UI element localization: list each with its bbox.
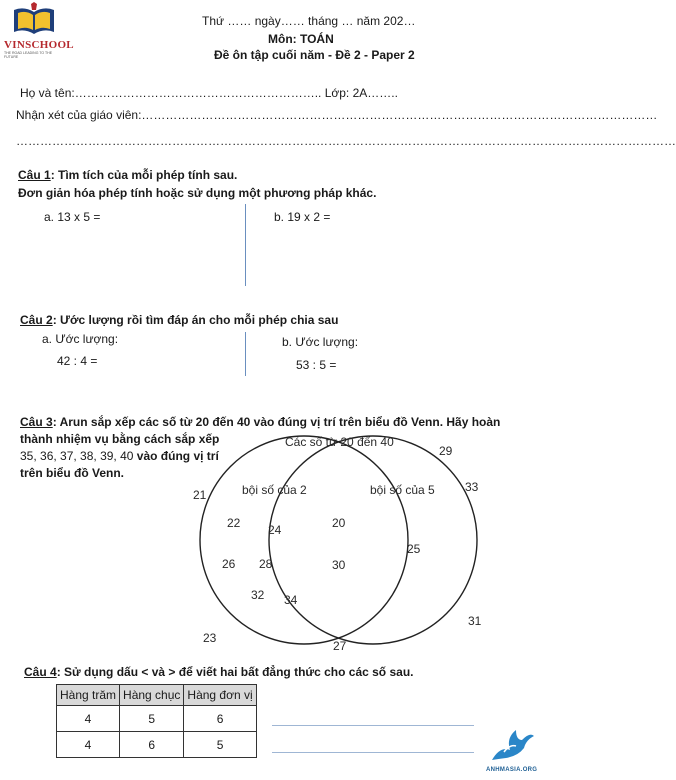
venn-universe-label: Các số từ 20 đến 40 (285, 435, 394, 449)
q3-numbers: 35, 36, 37, 38, 39, 40 (20, 449, 134, 463)
venn-left-number: 22 (227, 516, 241, 530)
table-cell: 5 (184, 732, 256, 758)
venn-left-number: 28 (259, 557, 273, 571)
table-cell: 6 (120, 732, 184, 758)
venn-outside-number: 29 (439, 444, 453, 458)
venn-left-label: bội số của 2 (242, 483, 307, 497)
q1-title: : Tìm tích của mỗi phép tính sau. (50, 168, 238, 182)
q1-subtitle: Đơn giản hóa phép tính hoặc sử dụng một phương pháp khác. (18, 186, 377, 200)
table-header-row (57, 685, 257, 706)
q3-title-line2: thành nhiệm vụ bằng cách sắp xếp (20, 432, 220, 446)
table-cell: 5 (120, 706, 184, 732)
table-header-cell: Hàng trăm (57, 685, 120, 706)
q4-title: : Sử dụng dấu < và > để viết hai bất đẳng thức cho các số sau. (56, 665, 414, 679)
table-cell: 6 (184, 706, 256, 732)
venn-outside-number: 23 (203, 631, 217, 645)
venn-outside-number: 31 (468, 614, 482, 628)
answer-line[interactable] (272, 725, 474, 726)
venn-left-number: 24 (268, 523, 282, 537)
q3-numbers-suffix: vào đúng vị trí (133, 449, 219, 463)
watermark (486, 726, 536, 776)
answer-line[interactable] (272, 752, 474, 753)
venn-circle-multiples-of-2 (200, 436, 408, 644)
venn-right-label: bội số của 5 (370, 483, 435, 497)
q2-part-b-label: b. Ước lượng: (282, 335, 359, 349)
venn-outside-number: 21 (193, 488, 207, 502)
venn-intersection-number: 30 (332, 558, 346, 572)
q2-part-b-expr: 53 : 5 = (296, 358, 337, 372)
teacher-comment-dotted-line: ………………………………………………………………………………………………………………………………………………… (16, 134, 676, 148)
venn-outside-number: 33 (465, 480, 479, 494)
venn-left-number: 34 (284, 593, 298, 607)
exam-title: Đề ôn tập cuối năm - Đề 2 - Paper 2 (214, 48, 415, 62)
venn-circle-multiples-of-5 (269, 436, 477, 644)
q2-label: Câu 2 (20, 313, 53, 327)
q2-part-a-expr: 42 : 4 = (57, 354, 98, 368)
school-tagline: THE ROAD LEADING TO THE FUTURE (4, 51, 53, 59)
q3-title-line1: : Arun sắp xếp các số từ 20 đến 40 vào đúng vị trí trên biểu đồ Venn. Hãy hoàn (52, 415, 501, 429)
school-name: VINSCHOOL (4, 39, 74, 51)
bird-logo-icon (486, 726, 536, 764)
watermark-text: ANHMASIA.ORG (486, 767, 538, 773)
student-name-line: Họ và tên:…………………………………………………….. Lớp: 2A…….. (20, 86, 398, 100)
q1-part-a: a. 13 x 5 = (44, 210, 101, 224)
venn-left-number: 26 (222, 557, 236, 571)
table-header-cell: Hàng chục (120, 685, 184, 706)
teacher-comment-line: Nhận xét của giáo viên:………………………………………………………………………………………………………………… (16, 108, 658, 122)
q1-label: Câu 1 (18, 168, 51, 182)
q4-heading (24, 665, 413, 679)
subject-title: Môn: TOÁN (268, 32, 334, 46)
q2-part-a-label: a. Ước lượng: (42, 332, 119, 346)
table-cell: 4 (57, 706, 120, 732)
venn-right-number: 25 (407, 542, 421, 556)
q3-label: Câu 3 (20, 415, 53, 429)
q4-label: Câu 4 (24, 665, 57, 679)
venn-outside-number: 27 (333, 639, 347, 653)
q1-part-b: b. 19 x 2 = (274, 210, 331, 224)
q2-title: : Ước lượng rồi tìm đáp án cho mỗi phép chia sau (52, 313, 339, 327)
venn-intersection-number: 20 (332, 516, 346, 530)
table-row (57, 706, 257, 732)
date-line: Thứ …… ngày…… tháng … năm 202… (202, 14, 416, 28)
table-row (57, 732, 257, 758)
table-cell: 4 (57, 732, 120, 758)
table-header-cell: Hàng đơn vị (184, 685, 256, 706)
q3-title-line4: trên biểu đồ Venn. (20, 466, 125, 480)
venn-left-number: 32 (251, 588, 265, 602)
place-value-table (56, 684, 257, 758)
